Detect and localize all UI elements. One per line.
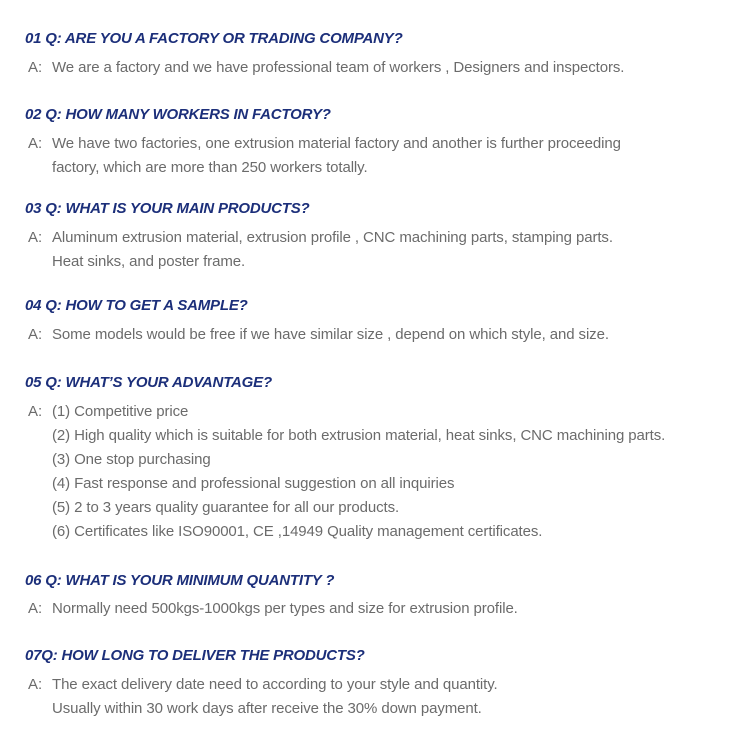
faq-answer-line: factory, which are more than 250 workers totally. (52, 159, 368, 176)
faq-question-3: 03 Q: WHAT IS YOUR MAIN PRODUCTS? (25, 200, 310, 217)
faq-answer-line: Normally need 500kgs-1000kgs per types and size for extrusion profile. (52, 600, 518, 617)
faq-answer-line: We have two factories, one extrusion material factory and another is further proceeding (52, 135, 621, 152)
faq-answer-5 (52, 400, 665, 544)
faq-answer-6 (52, 597, 518, 621)
faq-question-5: 05 Q: WHAT’S YOUR ADVANTAGE? (25, 374, 272, 391)
faq-answer-line: (1) Competitive price (52, 403, 189, 420)
faq-answer-label-7: A: (28, 676, 43, 693)
faq-answer-line: The exact delivery date need to according to your style and quantity. (52, 676, 498, 693)
faq-question-1: 01 Q: ARE YOU A FACTORY OR TRADING COMPANY? (25, 30, 403, 47)
faq-answer-line: (3) One stop purchasing (52, 451, 211, 468)
faq-answer-7 (52, 673, 498, 721)
faq-question-7: 07Q: HOW LONG TO DELIVER THE PRODUCTS? (25, 647, 365, 664)
faq-question-2: 02 Q: HOW MANY WORKERS IN FACTORY? (25, 106, 331, 123)
faq-question-6: 06 Q: WHAT IS YOUR MINIMUM QUANTITY ? (25, 572, 335, 589)
faq-question-4: 04 Q: HOW TO GET A SAMPLE? (25, 297, 248, 314)
faq-answer-line: Aluminum extrusion material, extrusion profile , CNC machining parts, stamping parts. (52, 229, 613, 246)
faq-answer-2 (52, 132, 621, 180)
faq-answer-line: (4) Fast response and professional suggestion on all inquiries (52, 475, 455, 492)
faq-answer-line: (6) Certificates like ISO90001, CE ,14949 Quality management certificates. (52, 523, 543, 540)
faq-answer-1 (52, 56, 624, 80)
faq-answer-line: Some models would be free if we have similar size , depend on which style, and size. (52, 326, 609, 343)
faq-answer-3 (52, 226, 613, 274)
faq-answer-line: (2) High quality which is suitable for both extrusion material, heat sinks, CNC machining parts. (52, 427, 666, 444)
faq-answer-line: We are a factory and we have professional team of workers , Designers and inspectors. (52, 59, 625, 76)
faq-answer-label-4: A: (28, 326, 43, 343)
faq-answer-label-1: A: (28, 59, 43, 76)
faq-answer-label-6: A: (28, 600, 43, 617)
faq-answer-line: Heat sinks, and poster frame. (52, 253, 246, 270)
faq-answer-line: Usually within 30 work days after receive the 30% down payment. (52, 700, 482, 717)
faq-answer-label-3: A: (28, 229, 43, 246)
faq-answer-4 (52, 323, 609, 347)
faq-answer-label-5: A: (28, 403, 43, 420)
faq-answer-label-2: A: (28, 135, 43, 152)
faq-answer-line: (5) 2 to 3 years quality guarantee for all our products. (52, 499, 400, 516)
